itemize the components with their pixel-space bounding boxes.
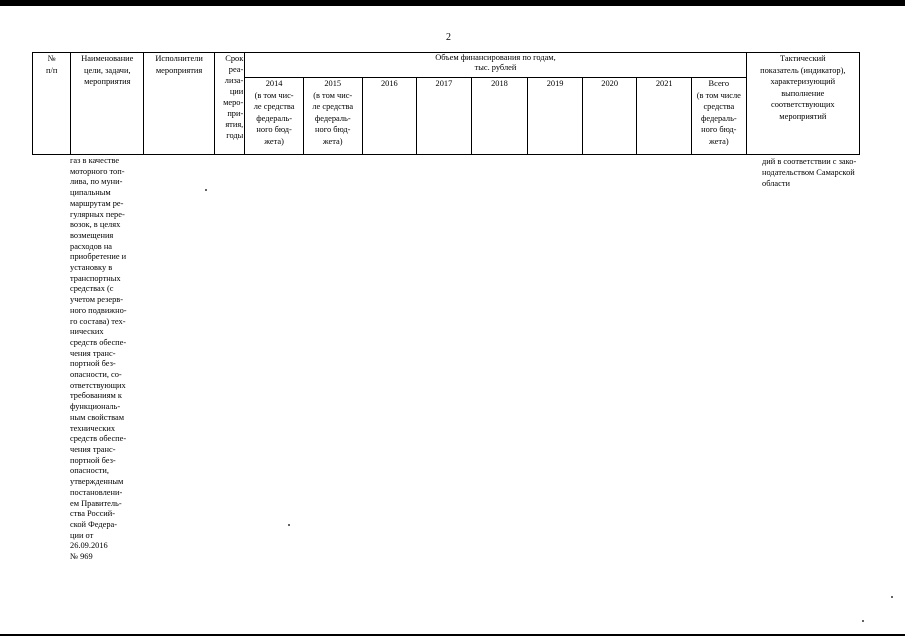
- measure-name-line: портной без-: [70, 455, 116, 465]
- header-year-1: 2015 (в том чис- ле средства федераль- ного бюд- жета): [303, 78, 362, 155]
- header-name: Наименование цели, задачи, мероприятия: [71, 53, 144, 155]
- measure-name-line: маршрутам ре-: [70, 198, 124, 208]
- measure-name-line: ного подвижно-: [70, 305, 127, 315]
- header-indicator: Тактический показатель (индикатор), характеризующий выполнение соответствующих мероприятий: [746, 53, 859, 155]
- measure-name-line: ципальным: [70, 188, 111, 198]
- header-year-7: 2021: [637, 78, 692, 155]
- measure-name-line: газ в качестве: [70, 156, 120, 165]
- measure-name-line: установку в: [70, 263, 113, 273]
- header-executors: Исполнители мероприятия: [144, 53, 215, 155]
- measure-name-line: возмещения: [70, 230, 114, 240]
- measure-name-line: средствах (с: [70, 284, 114, 294]
- measure-name-line: 26.09.2016: [70, 541, 108, 551]
- scan-speck: [862, 620, 864, 622]
- header-year-4: 2018: [471, 78, 528, 155]
- scan-speck: [891, 596, 893, 598]
- measure-name-line: транспортных: [70, 273, 121, 283]
- measure-name-line: постановлени-: [70, 487, 123, 497]
- measure-name-line: ем Правитель-: [70, 498, 122, 508]
- page-number: 2: [446, 32, 451, 43]
- header-year-3: 2017: [417, 78, 472, 155]
- measure-name-line: лива, по муни-: [70, 177, 123, 187]
- indicator-line: нодательством Самарской: [762, 168, 855, 177]
- measure-name-line: ции от: [70, 530, 94, 540]
- measure-name-line: средств обеспе-: [70, 434, 127, 444]
- measure-name-line: возок, в целях: [70, 220, 121, 230]
- measure-name-line: гулярных пере-: [70, 209, 125, 219]
- measure-name-line: утвержденным: [70, 477, 124, 487]
- measure-name-line: ской Федера-: [70, 519, 118, 529]
- measure-name-line: портной без-: [70, 359, 116, 369]
- scan-speck: [205, 189, 207, 191]
- measure-name-line: го состава) тех-: [70, 316, 126, 326]
- indicator-line: дий в соответствии с зако-: [762, 157, 857, 166]
- measure-name-line: учетом резерв-: [70, 295, 124, 305]
- measure-name-line: средств обеспе-: [70, 337, 127, 347]
- measure-name-line: приобретение и: [70, 252, 127, 262]
- scan-speck: [288, 524, 290, 526]
- measure-name-line: ным свойствам: [70, 412, 125, 422]
- header-funding: Объем финансирования по годам, тыс. рублей: [245, 53, 746, 78]
- header-number: № п/п: [33, 53, 71, 155]
- header-term: Срок реа- лиза- ции меро- при- ятия, годы: [214, 53, 244, 155]
- measure-name-line: чения транс-: [70, 348, 116, 358]
- header-year-5: 2019: [528, 78, 583, 155]
- header-year-8: Всего (в том числе средства федераль- ного бюд- жета): [692, 78, 747, 155]
- measure-name-line: расходов на: [70, 241, 113, 251]
- measure-name-line: моторного топ-: [70, 166, 125, 176]
- measure-name-text: [70, 156, 142, 563]
- measure-name-line: № 969: [70, 552, 93, 562]
- indicator-text: [762, 156, 858, 189]
- measure-name-line: технических: [70, 423, 116, 433]
- page-top-border: [0, 0, 905, 6]
- page-bottom-border: [0, 634, 905, 636]
- measure-name-line: ства Россий-: [70, 509, 116, 519]
- measure-name-line: нических: [70, 327, 104, 337]
- indicator-line: области: [762, 179, 790, 188]
- financing-table-header: [32, 52, 860, 155]
- header-year-0: 2014 (в том чис- ле средства федераль- ного бюд- жета): [245, 78, 304, 155]
- measure-name-line: ответствующих: [70, 380, 126, 390]
- measure-name-line: опасности,: [70, 466, 109, 476]
- measure-name-line: функциональ-: [70, 402, 121, 412]
- measure-name-line: опасности, со-: [70, 370, 122, 380]
- header-year-2: 2016: [362, 78, 417, 155]
- measure-name-line: требованиям к: [70, 391, 122, 401]
- measure-name-line: чения транс-: [70, 444, 116, 454]
- header-year-6: 2020: [582, 78, 637, 155]
